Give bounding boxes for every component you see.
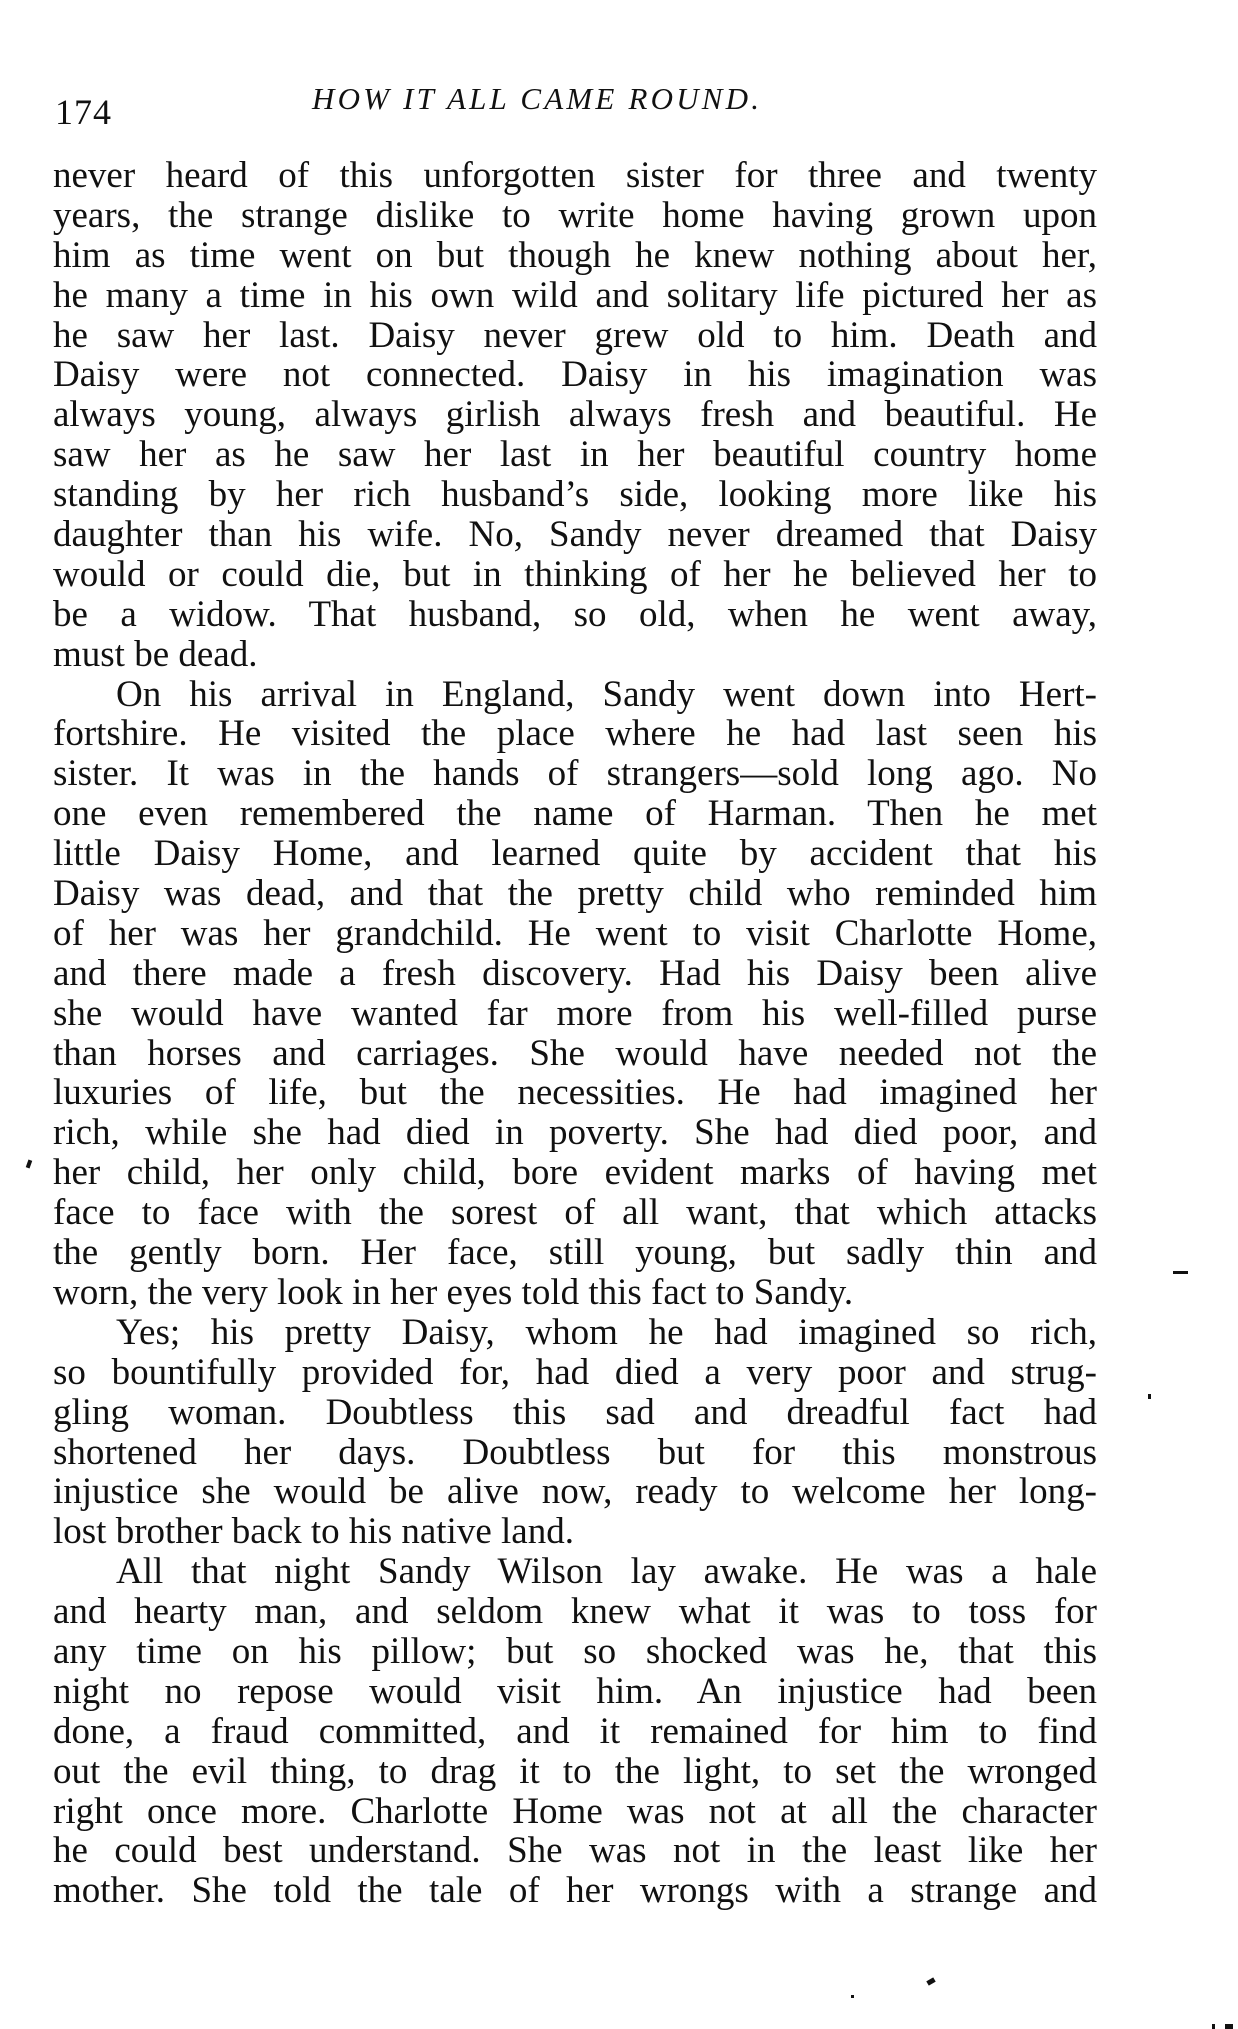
text-line: her child, her only child, bore evident marks of having met (53, 1152, 1097, 1194)
text-line: and hearty man, and seldom knew what it was to toss for (53, 1591, 1097, 1633)
scan-speck-mark (1148, 1394, 1151, 1399)
running-title: HOW IT ALL CAME ROUND. (312, 81, 763, 116)
scan-speck-mark (1212, 2024, 1215, 2029)
text-line: Yes; his pretty Daisy, whom he had imagined so rich, (116, 1311, 1097, 1353)
text-line: saw her as he saw her last in her beautiful country home (53, 434, 1097, 476)
text-line: would or could die, but in thinking of her he believed her to (53, 553, 1097, 595)
text-line: night no repose would visit him. An injustice had been (53, 1670, 1097, 1712)
scan-speck-mark (1225, 2024, 1233, 2029)
text-line: he many a time in his own wild and solitary life pictured her as (53, 274, 1097, 316)
text-line: never heard of this unforgotten sister for three and twenty (53, 155, 1097, 196)
text-line: years, the strange dislike to write home having grown upon (53, 194, 1097, 236)
body-text (53, 156, 1097, 1911)
scan-speck-mark (851, 1995, 854, 1998)
scan-speck-mark (926, 1977, 935, 1985)
text-line: always young, always girlish always fresh and beautiful. He (53, 394, 1097, 436)
text-line: than horses and carriages. She would have needed not the (53, 1032, 1097, 1074)
text-line: luxuries of life, but the necessities. He had imagined her (53, 1072, 1097, 1114)
text-line: rich, while she had died in poverty. She had died poor, and (53, 1112, 1097, 1154)
text-line: sister. It was in the hands of strangers—sold long ago. No (53, 753, 1097, 795)
text-line: little Daisy Home, and learned quite by accident that his (53, 833, 1097, 875)
text-line: him as time went on but though he knew nothing about her, (53, 234, 1097, 276)
text-line: Daisy was dead, and that the pretty child who reminded him (53, 873, 1097, 915)
text-line: be a widow. That husband, so old, when he went away, (53, 593, 1097, 635)
text-line: she would have wanted far more from his well-filled purse (53, 992, 1097, 1034)
text-line: so bountifully provided for, had died a very poor and strug- (53, 1351, 1097, 1393)
text-line: On his arrival in England, Sandy went down into Hert- (116, 673, 1097, 715)
scan-speck-mark (26, 1160, 32, 1169)
text-line: gling woman. Doubtless this sad and dreadful fact had (53, 1391, 1097, 1433)
text-line: All that night Sandy Wilson lay awake. He was a hale (116, 1551, 1097, 1593)
text-line: out the evil thing, to drag it to the light, to set the wronged (53, 1750, 1097, 1792)
text-line: done, a fraud committed, and it remained for him to find (53, 1710, 1097, 1752)
text-line: of her was her grandchild. He went to visit Charlotte Home, (53, 912, 1097, 954)
text-line: one even remembered the name of Harman. Then he met (53, 793, 1097, 835)
text-line: lost brother back to his native land. (53, 1511, 574, 1553)
text-line: and there made a fresh discovery. Had his Daisy been alive (53, 952, 1097, 994)
text-line: right once more. Charlotte Home was not at all the character (53, 1790, 1097, 1832)
text-line: he could best understand. She was not in the least like her (53, 1830, 1097, 1872)
text-line: injustice she would be alive now, ready to welcome her long- (53, 1471, 1097, 1513)
text-line: daughter than his wife. No, Sandy never dreamed that Daisy (53, 514, 1097, 556)
text-line: shortened her days. Doubtless but for this monstrous (53, 1431, 1097, 1473)
text-line: face to face with the sorest of all want, that which attacks (53, 1192, 1097, 1234)
text-line: he saw her last. Daisy never grew old to him. Death and (53, 314, 1097, 356)
text-line: worn, the very look in her eyes told this fact to Sandy. (53, 1271, 854, 1313)
text-line: fortshire. He visited the place where he had last seen his (53, 713, 1097, 755)
text-line: any time on his pillow; but so shocked was he, that this (53, 1630, 1097, 1672)
scan-speck-mark (1173, 1271, 1188, 1274)
text-line: must be dead. (53, 633, 258, 675)
text-line: standing by her rich husband’s side, looking more like his (53, 474, 1097, 516)
page-number: 174 (55, 92, 112, 132)
text-line: mother. She told the tale of her wrongs with a strange and (53, 1870, 1097, 1912)
text-line: Daisy were not connected. Daisy in his imagination was (53, 354, 1097, 396)
text-line: the gently born. Her face, still young, but sadly thin and (53, 1232, 1097, 1274)
